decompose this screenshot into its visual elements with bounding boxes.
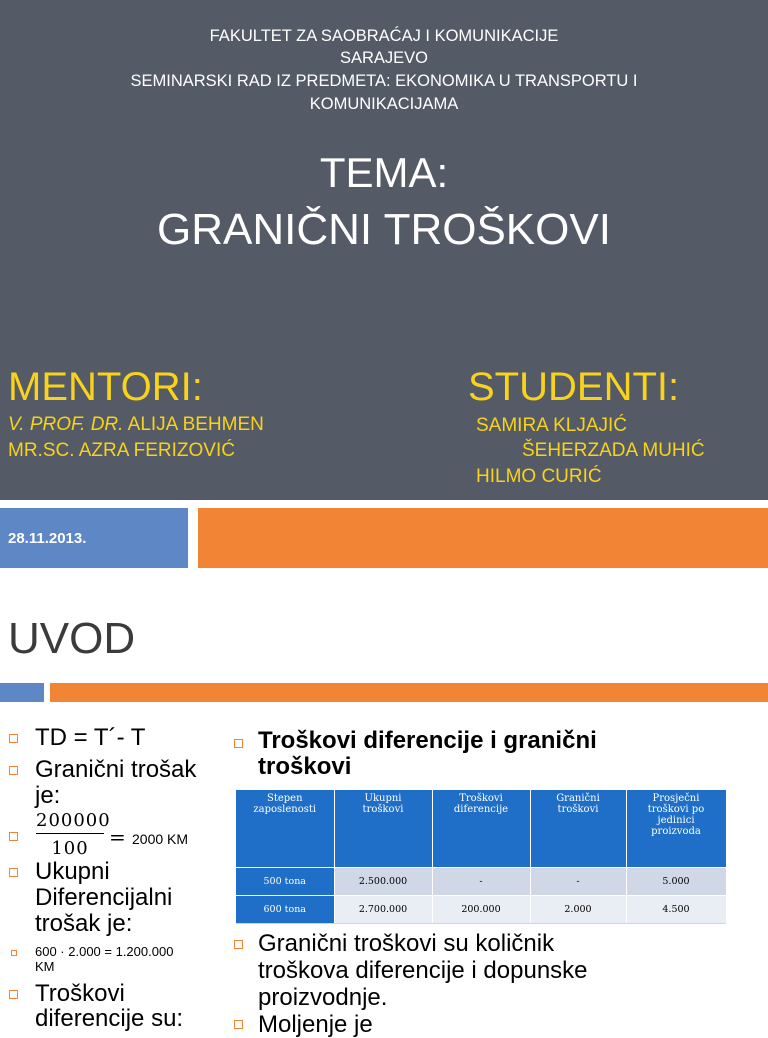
fraction-numerator: 200000 [36,810,104,834]
bullet-icon [9,868,18,877]
bullet-icon [234,739,243,748]
diferencijalni-label: Diferencijalni [35,884,173,911]
troskovi-label: Troškovi [35,980,125,1007]
bullet-icon [9,766,18,775]
orange-accent-bar [198,508,768,568]
column-header: Granični troškovi [530,790,626,867]
table-heading-line2: troškovi [258,753,352,780]
equals-sign: = [109,825,126,849]
definition-line-3: proizvodnje. [258,984,388,1011]
formula-td: TD = T´- T [35,724,146,751]
slide-date: 28.11.2013. [8,530,87,547]
table-header-row [236,790,726,867]
definition-line-4: Moljenje je [258,1011,373,1038]
table-cell: 5.000 [626,867,726,895]
mentor-2: MR.SC. AZRA FERIZOVIĆ [8,440,235,461]
table-row [236,895,726,923]
trosak-je-label: trošak je: [35,910,133,937]
bullet-icon [234,1020,243,1029]
bullet-icon [9,832,18,841]
fraction-denominator: 100 [51,838,89,859]
table-cell: - [530,867,626,895]
column-header: Stepen zaposlenosti [236,790,334,867]
column-header: Prosječni troškovi po jedinici proizvoda [626,790,726,867]
student-3: HILMO CURIĆ [476,466,602,487]
granicni-trosak-je: je: [35,782,61,809]
title-slide [0,0,768,500]
granicni-trosak-label: Granični trošak [35,756,197,783]
seminar-subject-line1: SEMINARSKI RAD IZ PREDMETA: EKONOMIKA U TRANSPORTU I [130,72,638,90]
table-heading [258,728,597,780]
table-row [236,867,726,895]
table-heading-line1: Troškovi diferencije i granični [258,727,597,754]
fraction [36,810,111,859]
uvod-title: UVOD [8,614,136,663]
sub-bullet-icon [11,950,17,956]
formula-result: 2000 KM [132,831,189,847]
table-cell: 2.700.000 [334,895,432,923]
mentori-heading: MENTORI: [8,365,203,409]
student-2: ŠEHERZADA MUHIĆ [522,440,705,461]
table-cell: 200.000 [432,895,530,923]
faculty-name: FAKULTET ZA SAOBRAĆAJ I KOMUNIKACIJE [209,27,559,45]
mentor-1-title: V. PROF. DR. [8,414,124,435]
mentor-1-name: ALIJA BEHMEN [123,414,264,435]
studenti-heading: STUDENTI: [468,365,680,409]
diferencije-su-label: diferencije su: [35,1005,184,1032]
blue-accent-bar [0,683,44,702]
cost-table [236,790,727,923]
bullet-icon [9,734,18,743]
orange-accent-bar-2 [50,683,768,702]
tema-label: TEMA: [319,149,449,196]
cost-table-container [236,790,726,924]
bullet-icon [9,990,18,999]
table-cell: 2.500.000 [334,867,432,895]
seminar-subject-line2: KOMUNIKACIJAMA [309,95,459,113]
student-1: SAMIRA KLJAJIĆ [476,415,627,436]
column-header: Ukupni troškovi [334,790,432,867]
definition-line-2: troškova diferencije i dopunske [258,957,588,984]
faculty-city: SARAJEVO [339,49,429,67]
calc-line-1: 600 · 2.000 = 1.200.000 [35,944,174,959]
table-cell: 600 tona [236,895,334,923]
ukupni-label: Ukupni [35,858,110,885]
definition-line-1: Granični troškovi su količnik [258,930,555,957]
slide-title: GRANIČNI TROŠKOVI [157,205,611,254]
column-header: Troškovi diferencije [432,790,530,867]
mentor-1 [8,413,264,437]
calc-line-2: KM [35,959,55,974]
bullet-icon [234,940,243,949]
table-cell: 500 tona [236,867,334,895]
table-cell: - [432,867,530,895]
table-cell: 2.000 [530,895,626,923]
table-cell: 4.500 [626,895,726,923]
